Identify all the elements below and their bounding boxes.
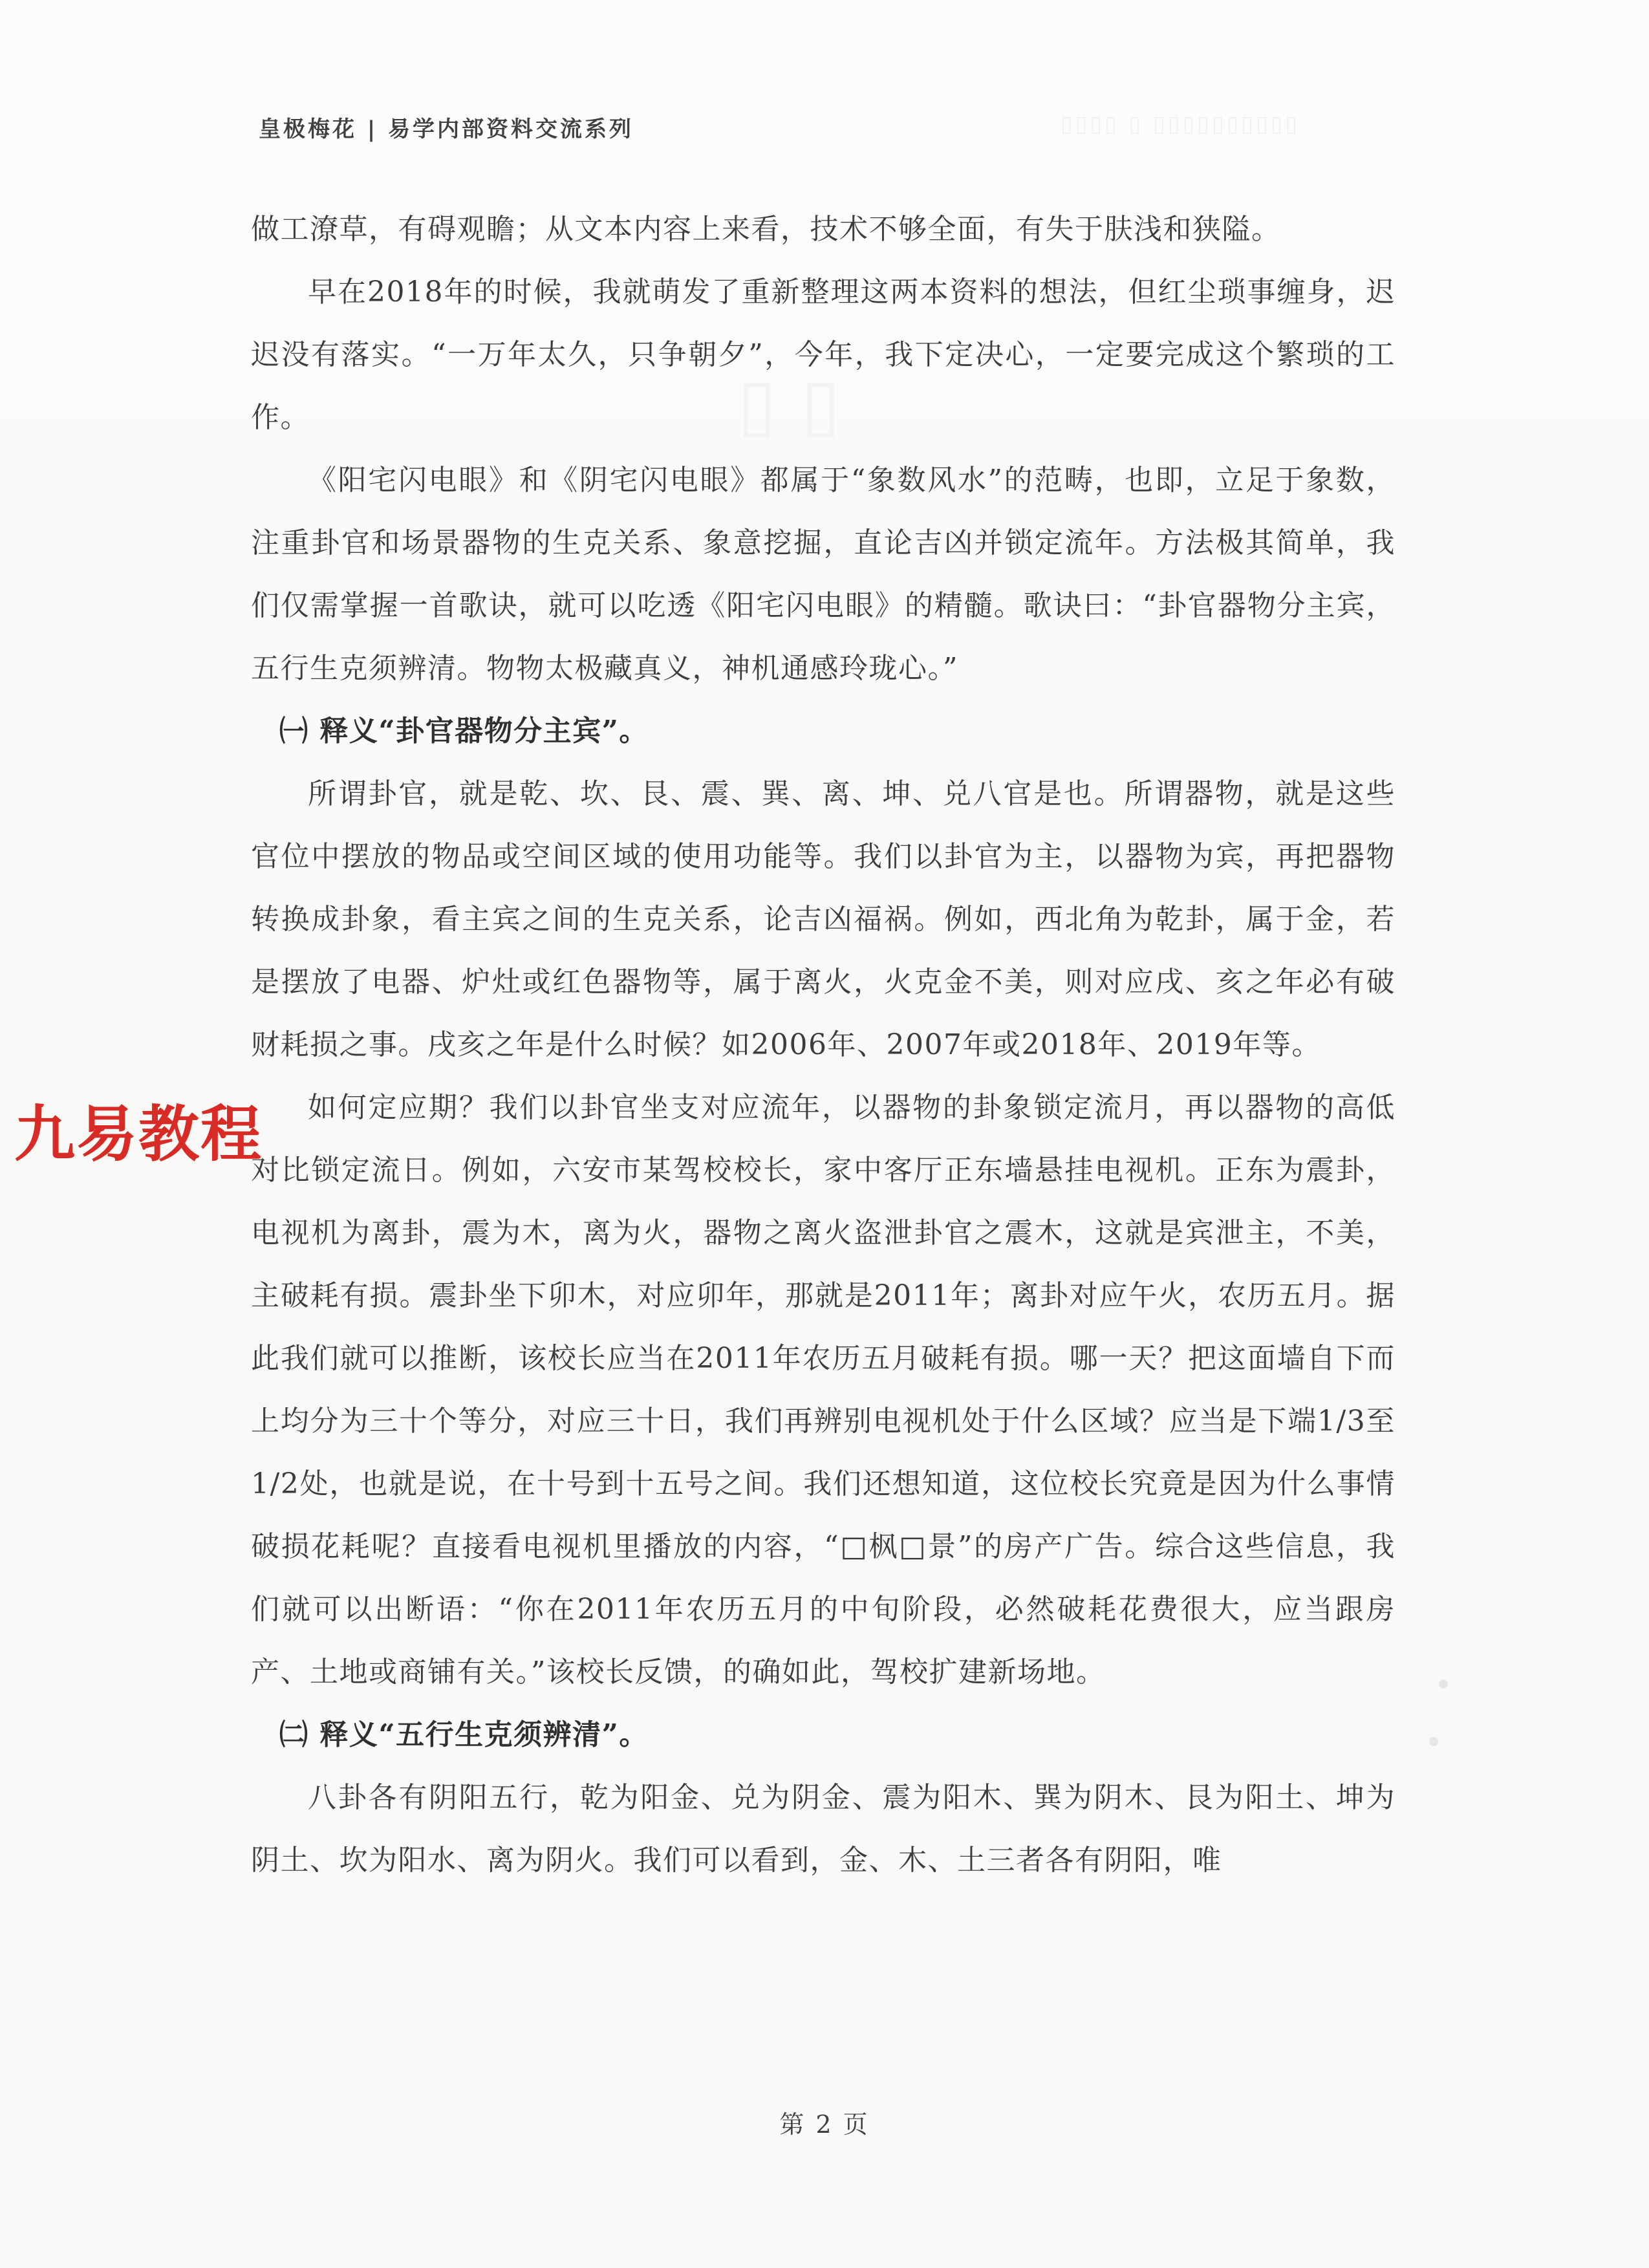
paragraph: 《阳宅闪电眼》和《阴宅闪电眼》都属于“象数风水”的范畴，也即，立足于象数，注重卦官和场景器物的生克关系、象意挖掘，直论吉凶并锁定流年。方法极其简单，我们仅需掌握一首歌诀，就可以吃透《阳宅闪电眼》的精髓。歌诀曰：“卦官器物分主宾，五行生克须辨清。物物太极藏真义，神机通感玲珑心。”: [251, 464, 1396, 685]
bleed-through-header: ▯▯▯▯ ▯ ▯▯▯▯▯▯▯▯▯▯: [1061, 111, 1300, 137]
paragraph: 早在2018年的时候，我就萌发了重新整理这两本资料的想法，但红尘琐事缠身，迟迟没有落实。“一万年太久，只争朝夕”，今年，我下定决心，一定要完成这个繁琐的工作。: [251, 275, 1396, 434]
body-text: [251, 198, 1396, 1892]
paragraph: 八卦各有阴阳五行，乾为阳金、兑为阴金、震为阳木、巽为阴木、艮为阳土、坤为阴土、坎为阳水、离为阴火。我们可以看到，金、木、土三者各有阴阳，唯: [251, 1781, 1396, 1877]
section-heading: ㈡ 释义“五行生克须辨清”。: [279, 1718, 649, 1751]
paragraph: 所谓卦官，就是乾、坎、艮、震、巽、离、坤、兑八官是也。所谓器物，就是这些官位中摆放的物品或空间区域的使用功能等。我们以卦官为主，以器物为宾，再把器物转换成卦象，看主宾之间的生克关系，论吉凶福祸。例如，西北角为乾卦，属于金，若是摆放了电器、炉灶或红色器物等，属于离火，火克金不美，则对应戌、亥之年必有破财耗损之事。戌亥之年是什么时候？如2006年、2007年或2018年、2019年等。: [251, 777, 1396, 1061]
watermark-logo: 九易教程: [14, 1099, 263, 1170]
bleed-through-title: ▯ ▯: [737, 362, 841, 446]
section-heading: ㈠ 释义“卦官器物分主宾”。: [279, 715, 649, 748]
paragraph: 如何定应期？我们以卦官坐支对应流年，以器物的卦象锁定流月，再以器物的高低对比锁定流日。例如，六安市某驾校校长，家中客厅正东墙悬挂电视机。正东为震卦，电视机为离卦，震为木，离为火，器物之离火盗泄卦官之震木，这就是宾泄主，不美，主破耗有损。震卦坐下卯木，对应卯年，那就是2011年；离卦对应午火，农历五月。据此我们就可以推断，该校长应当在2011年农历五月破耗有损。哪一天？把这面墙自下而上均分为三十个等分，对应三十日，我们再辨别电视机处于什么区域？应当是下端1/3至1/2处，也就是说，在十号到十五号之间。我们还想知道，这位校长究竟是因为什么事情破损花耗呢？直接看电视机里播放的内容，“□枫□景”的房产广告。综合这些信息，我们就可以出断语：“你在2011年农历五月的中旬阶段，必然破耗花费很大，应当跟房产、土地或商铺有关。”该校长反馈，的确如此，驾校扩建新场地。: [251, 1091, 1396, 1689]
running-header: 皇极梅花 | 易学内部资料交流系列: [259, 116, 634, 142]
scan-speck: [1429, 1737, 1438, 1746]
paragraph-continuation: 做工潦草，有碍观瞻；从文本内容上来看，技术不够全面，有失于肤浅和狭隘。: [251, 213, 1281, 246]
scan-speck: [1439, 1679, 1448, 1689]
page-number: 第 2 页: [779, 2110, 870, 2139]
